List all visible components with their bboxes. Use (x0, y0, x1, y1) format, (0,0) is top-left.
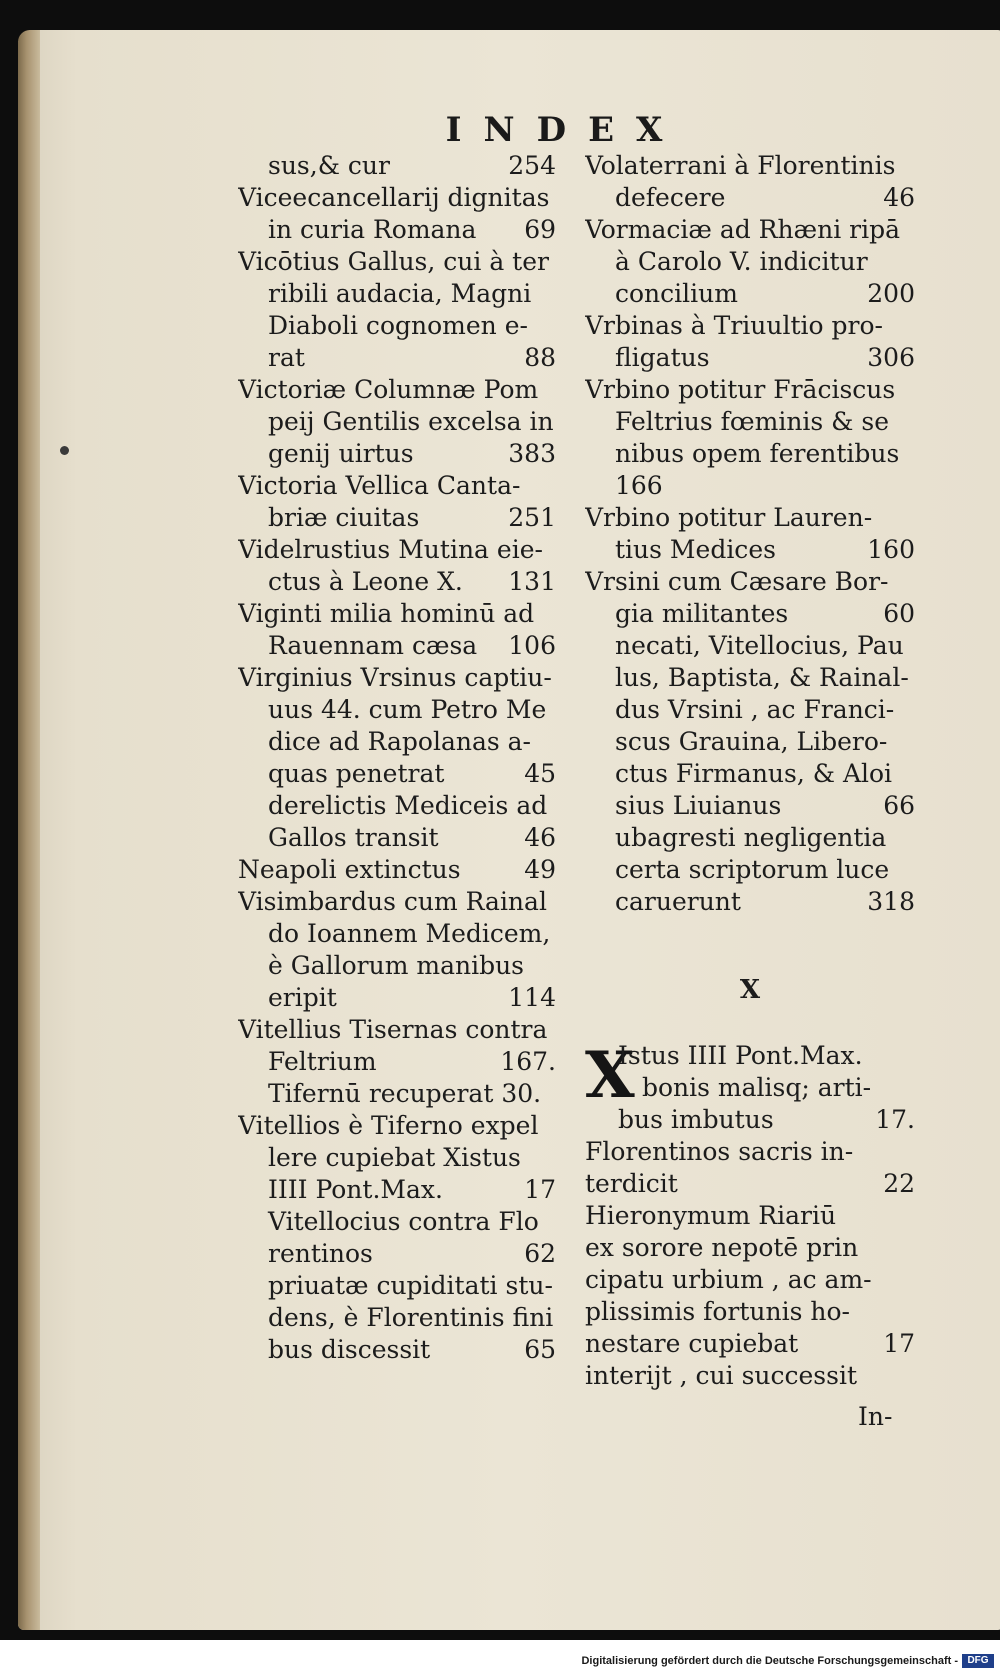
index-text: Florentinos sacris in- (585, 1137, 854, 1166)
index-line (238, 1014, 556, 1046)
index-line (585, 1264, 915, 1296)
index-line (585, 1360, 915, 1392)
index-text: è Gallorum manibus (268, 951, 525, 980)
page-number: 114 (508, 983, 556, 1012)
digitization-footer (0, 1652, 1000, 1671)
page-number: 69 (524, 215, 556, 244)
index-text: ex sorore nepotē prin (585, 1233, 859, 1262)
index-text: lere cupiebat Xistus (268, 1143, 521, 1172)
page-number: 65 (524, 1335, 556, 1364)
index-line (585, 854, 915, 886)
index-line (238, 1270, 556, 1302)
index-text: derelictis Mediceis ad (268, 791, 548, 820)
page-number: 22 (883, 1169, 915, 1198)
index-text: à Carolo V. indicitur (615, 247, 868, 276)
index-text: terdicit (585, 1169, 678, 1198)
index-line (585, 214, 915, 246)
index-line (585, 246, 915, 278)
index-line (238, 470, 556, 502)
index-line (238, 1206, 556, 1238)
catchword: In- (858, 1402, 893, 1431)
index-line (238, 502, 556, 534)
page-number: 383 (508, 439, 556, 468)
page-number: 167. (500, 1047, 556, 1076)
index-text: Neapoli extinctus (238, 855, 461, 884)
page-number: 306 (867, 343, 915, 372)
index-text: defecere (615, 183, 726, 212)
index-text: bonis malisq; arti- (642, 1073, 872, 1102)
index-text: ctus Firmanus, & Aloi (615, 759, 893, 788)
index-line (238, 886, 556, 918)
index-text: Feltrius fœminis & se (615, 407, 890, 436)
index-entry (585, 150, 915, 214)
index-text: necati, Vitellocius, Pau (615, 631, 904, 660)
index-line (238, 1110, 556, 1142)
page-number: 17 (883, 1329, 915, 1358)
index-text: Videlrustius Mutina eie- (238, 535, 543, 564)
index-text: quas penetrat (268, 759, 445, 788)
index-text: fligatus (615, 343, 710, 372)
index-line (585, 822, 915, 854)
index-line (585, 1328, 915, 1360)
index-line (585, 310, 915, 342)
index-line (238, 822, 556, 854)
index-text: Vrbino potitur Lauren- (585, 503, 873, 532)
index-text: Vitellius Tisernas contra (238, 1015, 548, 1044)
index-text: Feltrium (268, 1047, 377, 1076)
page-number: 251 (508, 503, 556, 532)
index-text: concilium (615, 279, 738, 308)
book-spine (18, 30, 40, 1630)
index-line (238, 1238, 556, 1270)
index-text: nibus opem ferentibus (615, 439, 900, 468)
index-line (585, 1136, 915, 1168)
index-entry (585, 502, 915, 566)
index-text: cipatu urbium , ac am- (585, 1265, 872, 1294)
page-header: INDEX (445, 110, 685, 150)
index-text: Hieronymum Riariū (585, 1201, 837, 1230)
index-text: briæ ciuitas (268, 503, 420, 532)
index-line (238, 630, 556, 662)
index-text: caruerunt (615, 887, 741, 916)
index-text: uus 44. cum Petro Me (268, 695, 547, 724)
index-line (238, 342, 556, 374)
index-line (238, 598, 556, 630)
index-line (238, 1142, 556, 1174)
index-entry (238, 886, 556, 1014)
index-line (618, 1072, 915, 1104)
index-line (585, 662, 915, 694)
index-line (238, 982, 556, 1014)
page-number: 49 (524, 855, 556, 884)
index-text: eripit (268, 983, 337, 1012)
index-line (238, 246, 556, 278)
index-line (585, 374, 915, 406)
index-text: scus Grauina, Libero- (615, 727, 888, 756)
index-text: Diaboli cognomen e- (268, 311, 528, 340)
index-line (585, 694, 915, 726)
page-number: 45 (524, 759, 556, 788)
index-line (585, 278, 915, 310)
index-line (585, 406, 915, 438)
index-text: Tifernū recuperat 30. (268, 1079, 542, 1108)
index-text: interijt , cui successit (585, 1361, 857, 1390)
index-text: in curia Romana (268, 215, 477, 244)
page-number: 160 (867, 535, 915, 564)
index-entry (238, 150, 556, 182)
index-line (585, 150, 915, 182)
index-text: nestare cupiebat (585, 1329, 799, 1358)
index-line (238, 1174, 556, 1206)
index-line (585, 470, 915, 502)
index-line (238, 1302, 556, 1334)
index-line (585, 342, 915, 374)
index-line (585, 1296, 915, 1328)
index-line (585, 758, 915, 790)
index-text: ubagresti negligentia (615, 823, 887, 852)
index-text: Vitellios è Tiferno expel (238, 1111, 539, 1140)
index-text: certa scriptorum luce (615, 855, 890, 884)
index-line (618, 1104, 915, 1136)
index-line (238, 438, 556, 470)
index-text: genij uirtus (268, 439, 414, 468)
page-number: 131 (508, 567, 556, 596)
index-line (585, 1200, 915, 1232)
index-text: ctus à Leone X. (268, 567, 463, 596)
index-text: sius Liuianus (615, 791, 782, 820)
index-entry (238, 662, 556, 854)
index-text: ribili audacia, Magni (268, 279, 532, 308)
index-line (238, 1078, 556, 1110)
index-text: IIII Pont.Max. (268, 1175, 443, 1204)
index-entry (238, 598, 556, 662)
page-number: 17 (524, 1175, 556, 1204)
index-line (238, 854, 556, 886)
index-line (238, 726, 556, 758)
index-line (618, 1040, 915, 1072)
index-text: tius Medices (615, 535, 776, 564)
index-line (238, 374, 556, 406)
index-line (238, 534, 556, 566)
index-line (585, 790, 915, 822)
index-text: bus imbutus (618, 1105, 774, 1134)
index-line (585, 598, 915, 630)
footer-credit: Digitalisierung gefördert durch die Deutsche Forschungsgemeinschaft - (581, 1655, 958, 1667)
drop-cap-x: X (585, 1038, 635, 1113)
section-letter-x: X (739, 975, 761, 1005)
index-text: bus discessit (268, 1335, 431, 1364)
index-text: lus, Baptista, & Rainal- (615, 663, 909, 692)
dfg-logo: DFG (962, 1654, 994, 1668)
index-text: Rauennam cæsa (268, 631, 478, 660)
index-line (585, 1232, 915, 1264)
index-line (238, 758, 556, 790)
index-text: gia militantes (615, 599, 789, 628)
index-text: plissimis fortunis ho- (585, 1297, 851, 1326)
index-entry (585, 214, 915, 310)
index-text: Vrsini cum Cæsare Bor- (585, 567, 889, 596)
index-entry (238, 534, 556, 598)
index-entry (238, 1110, 556, 1366)
index-text: Vrbinas à Triuultio pro- (585, 311, 883, 340)
index-line (238, 694, 556, 726)
index-text: Viginti milia hominū ad (238, 599, 535, 628)
index-text: Vormaciæ ad Rhæni ripā (585, 215, 900, 244)
index-line (238, 278, 556, 310)
index-text: dice ad Rapolanas a- (268, 727, 531, 756)
index-line (585, 886, 915, 918)
page-number: 88 (524, 343, 556, 372)
index-text: Gallos transit (268, 823, 439, 852)
page-number: 106 (508, 631, 556, 660)
index-text: Vicōtius Gallus, cui à ter (238, 247, 549, 276)
index-line (585, 182, 915, 214)
index-text: dus Vrsini , ac Franci- (615, 695, 895, 724)
index-text: Victoria Vellica Canta- (238, 471, 521, 500)
index-entry (238, 374, 556, 470)
index-text: rat (268, 343, 305, 372)
index-line (238, 150, 556, 182)
index-entry (238, 470, 556, 534)
index-line (238, 1046, 556, 1078)
index-line (238, 1334, 556, 1366)
page-number: 318 (867, 887, 915, 916)
index-line (238, 918, 556, 950)
index-text: do Ioannem Medicem, (268, 919, 551, 948)
index-text: dens, è Florentinis fini (268, 1303, 554, 1332)
index-text: 166 (615, 471, 663, 500)
index-text: peij Gentilis excelsa in (268, 407, 554, 436)
section-x-entries (585, 1040, 915, 1392)
index-entry (238, 854, 556, 886)
index-column-right (585, 150, 915, 918)
page-number: 46 (524, 823, 556, 852)
index-line (585, 630, 915, 662)
index-entry (585, 374, 915, 502)
index-line (238, 950, 556, 982)
index-entry (238, 246, 556, 374)
index-line (238, 790, 556, 822)
page-number: 62 (524, 1239, 556, 1268)
index-text: Virginius Vrsinus captiu- (238, 663, 552, 692)
index-line (238, 662, 556, 694)
index-entry (238, 1014, 556, 1110)
page-number: 17. (875, 1105, 915, 1134)
index-entry (238, 182, 556, 246)
index-text: Viceecancellarij dignitas (238, 183, 550, 212)
page-number: 66 (883, 791, 915, 820)
index-text: Vitellocius contra Flo (268, 1207, 539, 1236)
index-text: Visimbardus cum Rainal (238, 887, 547, 916)
index-text: Vrbino potitur Frāciscus (585, 375, 896, 404)
ink-spot (60, 446, 69, 455)
index-text: priuatæ cupiditati stu- (268, 1271, 553, 1300)
index-text: Volaterrani à Florentinis (585, 151, 896, 180)
index-line (585, 1168, 915, 1200)
index-line (585, 502, 915, 534)
index-line (238, 310, 556, 342)
index-line (238, 406, 556, 438)
index-line (238, 214, 556, 246)
index-text: Victoriæ Columnæ Pom (238, 375, 539, 404)
index-entry (585, 310, 915, 374)
index-line (585, 534, 915, 566)
index-entry (585, 566, 915, 918)
index-line (238, 566, 556, 598)
page-number: 200 (867, 279, 915, 308)
index-line (585, 438, 915, 470)
index-text: rentinos (268, 1239, 373, 1268)
index-line (238, 182, 556, 214)
index-text: Istus IIII Pont.Max. (618, 1041, 863, 1070)
index-line (585, 726, 915, 758)
page-number: 254 (508, 151, 556, 180)
index-line (585, 566, 915, 598)
page-number: 60 (883, 599, 915, 628)
index-column-left (238, 150, 556, 1366)
page-number: 46 (883, 183, 915, 212)
index-text: sus,& cur (268, 151, 390, 180)
